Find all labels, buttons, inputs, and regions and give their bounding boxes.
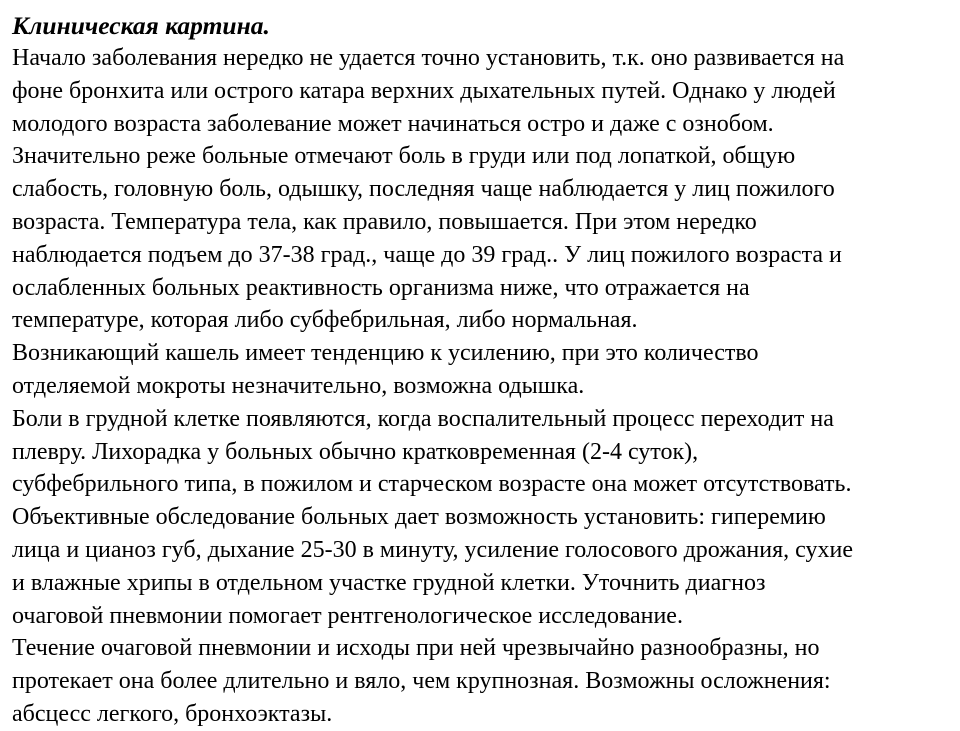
text-line: протекает она более длительно и вяло, чем крупнозная. Возможны осложнения: bbox=[12, 668, 831, 695]
text-line: абсцесс легкого, бронхоэктазы. bbox=[12, 700, 333, 727]
text-line: Значительно реже больные отмечают боль в груди или под лопаткой, общую bbox=[12, 143, 796, 170]
text-line: возраста. Температура тела, как правило, повышается. При этом нередко bbox=[12, 208, 757, 235]
text-line: молодого возраста заболевание может начинаться остро и даже с ознобом. bbox=[12, 110, 774, 137]
text-line: Объективные обследование больных дает возможность установить: гиперемию bbox=[12, 504, 826, 531]
text-line: слабость, головную боль, одышку, последняя чаще наблюдается у лиц пожилого bbox=[12, 176, 835, 203]
slide-content bbox=[10, 10, 950, 731]
slide-title: Клиническая картина. bbox=[12, 11, 270, 40]
text-line: Боли в грудной клетке появляются, когда воспалительный процесс переходит на bbox=[12, 405, 834, 432]
text-line: отделяемой мокроты незначительно, возможна одышка. bbox=[12, 372, 585, 399]
text-line: и влажные хрипы в отдельном участке грудной клетки. Уточнить диагноз bbox=[12, 569, 766, 596]
text-line: Начало заболевания нередко не удается точно установить, т.к. оно развивается на bbox=[12, 45, 845, 71]
text-line: очаговой пневмонии помогает рентгенологическое исследование. bbox=[12, 602, 683, 629]
text-line: ослабленных больных реактивность организма ниже, что отражается на bbox=[12, 274, 750, 301]
text-line: фоне бронхита или острого катара верхних дыхательных путей. Однако у людей bbox=[12, 77, 836, 104]
text-line: Возникающий кашель имеет тенденцию к усилению, при это количество bbox=[12, 340, 759, 367]
text-line: лица и цианоз губ, дыхание 25-30 в минуту, усиление голосового дрожания, сухие bbox=[12, 536, 853, 563]
text-line: температуре, которая либо субфебрильная, либо нормальная. bbox=[12, 307, 638, 334]
text-line: плевру. Лихорадка у больных обычно кратковременная (2-4 суток), bbox=[12, 438, 699, 465]
text-line: наблюдается подъем до 37-38 град., чаще до 39 град.. У лиц пожилого возраста и bbox=[12, 241, 842, 268]
text-line: Течение очаговой пневмонии и исходы при ней чрезвычайно разнообразны, но bbox=[12, 635, 820, 662]
text-line: субфебрильного типа, в пожилом и старческом возрасте она может отсутствовать. bbox=[12, 471, 852, 498]
